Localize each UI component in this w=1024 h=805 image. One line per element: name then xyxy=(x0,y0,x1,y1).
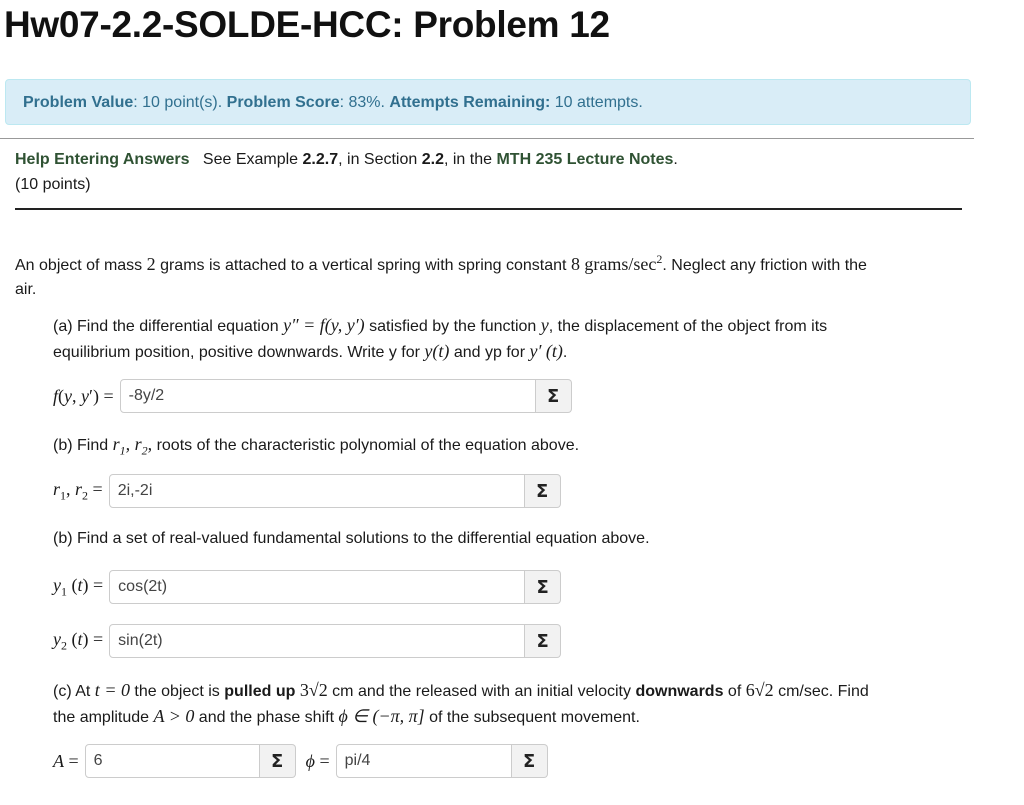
y1-label: $y_1$ (t) = xyxy=(53,574,104,599)
part-b-solutions-text: (b) Find a set of real-valued fundamental solutions to the differential equation above. xyxy=(53,530,650,547)
part-c-text xyxy=(53,678,983,730)
equation-editor-button[interactable]: Σ xyxy=(536,379,572,413)
equation-editor-button[interactable]: Σ xyxy=(260,744,296,778)
ode-expression: y″ = f(y, y′) xyxy=(283,315,365,335)
math-phi-range: ϕ ∈ (−π, π] xyxy=(338,706,425,726)
attempts-remaining: 10 attempts. xyxy=(554,94,643,111)
divider-bold xyxy=(15,208,962,210)
answer-row-y1 xyxy=(53,570,561,604)
f-label: f(y, y′) = xyxy=(53,385,114,406)
equation-editor-button[interactable]: Σ xyxy=(525,570,561,604)
equation-editor-button[interactable]: Σ xyxy=(525,474,561,508)
phase-answer-input[interactable] xyxy=(336,744,512,778)
part-text: and yp for xyxy=(453,344,526,361)
phase-label: ϕ = xyxy=(305,750,330,771)
statement-text: An object of mass xyxy=(15,257,143,274)
amplitude-label: A = xyxy=(53,750,79,771)
help-in-the: , in the xyxy=(443,151,493,168)
y1-answer-input[interactable] xyxy=(109,570,525,604)
help-see-text: See Example xyxy=(202,151,299,168)
math-t-zero: t = 0 xyxy=(94,680,130,700)
math-6-sqrt2: 6√2 xyxy=(745,680,774,700)
part-text: the amplitude xyxy=(53,709,150,726)
math-y: y xyxy=(540,315,549,335)
part-text: cm and the released with an initial velocity xyxy=(332,683,631,700)
help-line xyxy=(15,151,678,169)
section-number: 2.2 xyxy=(421,151,444,168)
equation-editor-button[interactable]: Σ xyxy=(512,744,548,778)
math-y-of-t: y(t) xyxy=(424,341,450,361)
part-text: (c) At xyxy=(53,683,91,700)
problem-score: : 83%. xyxy=(339,94,385,111)
part-text: of the subsequent movement. xyxy=(429,709,640,726)
help-entering-answers-link[interactable]: Help Entering Answers xyxy=(15,151,190,168)
part-text: , the displacement of the object from its xyxy=(548,318,828,335)
attempts-label: Attempts Remaining: xyxy=(389,94,551,111)
f-answer-input[interactable] xyxy=(120,379,536,413)
part-text: roots of the characteristic polynomial of the equation above. xyxy=(156,437,580,454)
math-a-positive: A > 0 xyxy=(153,706,195,726)
mass-value: 2 xyxy=(146,254,156,274)
math-r1-r2: $r_1$, $r_2$, xyxy=(112,434,153,458)
answer-row-roots xyxy=(53,474,561,508)
answer-row-y2 xyxy=(53,624,561,658)
statement-text: air. xyxy=(15,281,37,298)
part-text: cm/sec. Find xyxy=(778,683,869,700)
answer-row-amplitude-phase xyxy=(53,744,548,778)
example-number: 2.2.7 xyxy=(302,151,339,168)
points-text: (10 points) xyxy=(15,176,91,193)
y2-answer-input[interactable] xyxy=(109,624,525,658)
spring-constant-value: 8 xyxy=(570,254,580,274)
part-text: the object is xyxy=(134,683,220,700)
help-in-section: , in Section xyxy=(338,151,418,168)
part-text: satisfied by the function xyxy=(369,318,537,335)
statement-text: . Neglect any friction with the xyxy=(662,257,867,274)
part-b-roots-text xyxy=(53,432,973,463)
problem-score-label: Problem Score xyxy=(226,94,340,111)
page-title: Hw07-2.2-SOLDE-HCC: Problem 12 xyxy=(4,4,610,45)
math-3-sqrt2: 3√2 xyxy=(299,680,328,700)
part-a-text: (a) Find the differential equation y″ = f(y, y′) satisfied by the function y, the displacement of the object from its equilibrium position, positive downwards. Write y for y(t) and yp for y′ (t). xyxy=(53,315,828,361)
part-text: (b) Find xyxy=(53,437,109,454)
downwards-text: downwards xyxy=(635,683,724,700)
statement-text: grams is attached to a vertical spring with spring constant xyxy=(160,257,567,274)
amplitude-answer-input[interactable] xyxy=(85,744,260,778)
equation-editor-button[interactable]: Σ xyxy=(525,624,561,658)
part-text: of xyxy=(727,683,742,700)
lecture-notes-link[interactable]: MTH 235 Lecture Notes xyxy=(496,151,674,168)
answer-row-f xyxy=(53,379,572,413)
problem-value-label: Problem Value xyxy=(23,94,134,111)
problem-statement xyxy=(15,247,975,302)
problem-info-bar xyxy=(5,79,971,125)
pulled-up-text: pulled up xyxy=(224,683,296,700)
roots-label: $r_1$, $r_2$ = xyxy=(53,478,103,503)
part-text: equilibrium position, positive downwards. Write y for xyxy=(53,344,420,361)
y2-label: $y_2$ (t) = xyxy=(53,628,104,653)
spring-constant-units: grams/$\sec^2$ xyxy=(584,252,663,274)
part-text: (a) Find the differential equation xyxy=(53,318,279,335)
part-text: and the phase shift xyxy=(198,709,335,726)
help-period: . xyxy=(673,151,678,168)
problem-value: : 10 point(s). xyxy=(133,94,223,111)
math-yp-of-t: y′ (t) xyxy=(529,341,563,361)
roots-answer-input[interactable] xyxy=(109,474,525,508)
divider xyxy=(0,138,974,139)
